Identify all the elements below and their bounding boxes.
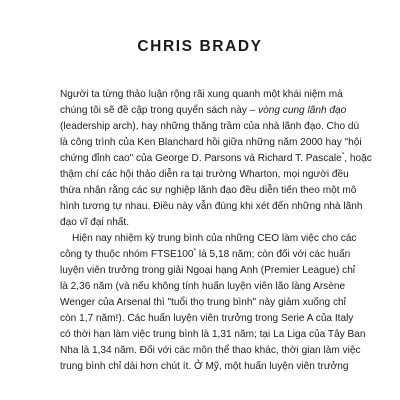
line-text: thậm chí các hội thảo diễn ra tại trường Wharton, mọi người đều (60, 169, 349, 180)
text-line (60, 199, 363, 215)
line-text: hình tương tự nhau. Điều này vẫn đúng khi xét đến những nhà lãnh (60, 201, 363, 212)
text-line (60, 359, 349, 375)
text-line (60, 263, 356, 279)
text-line (60, 295, 346, 311)
line-text: Nha là 1,34 năm. Đối với các môn thể thao khác, thời gian làm việc (60, 345, 361, 356)
text-line (60, 279, 346, 295)
line-text: công ty thuộc nhóm FTSE100 (60, 249, 194, 260)
text-line (60, 103, 347, 119)
line-text: đạo vĩ đại nhất. (60, 217, 130, 228)
line-text: Người ta từng thảo luận rộng rãi xung quanh một khái niệm mà (60, 89, 343, 100)
running-head: CHRIS BRADY (137, 38, 263, 55)
line-text: Hiện nay nhiệm kỳ trung bình của những CEO làm việc cho các (72, 233, 357, 244)
footnote-marker: * (193, 247, 197, 255)
line-text: chúng tôi sẽ đề cập trong quyển sách này – (60, 105, 259, 116)
line-text: trung bình chỉ dài hơn chút ít. Ở Mỹ, một huấn luyện viên trưởng (60, 361, 349, 372)
text-line (60, 135, 362, 151)
body-text (60, 87, 372, 375)
line-text-continued: là 5,18 năm; còn đối với các huấn (196, 249, 351, 260)
line-text: luyện viên trưởng trong giải Ngoại hạng Anh (Premier League) chỉ (60, 265, 356, 276)
text-line (60, 167, 349, 183)
emphasized-term: vòng cung lãnh đạo (258, 105, 347, 116)
text-line (60, 343, 361, 359)
line-text: chứng đỉnh cao" của George D. Parsons và Richard T. Pascale (60, 153, 342, 164)
text-line (60, 311, 354, 327)
paragraph-1 (60, 87, 372, 231)
text-line (60, 151, 372, 167)
paragraph-2 (60, 231, 366, 375)
line-text: Wenger của Arsenal thì "tuổi thọ trung bình" này giảm xuống chỉ (60, 297, 346, 308)
text-line (60, 327, 366, 343)
line-text: là 2,36 năm (và nếu không tính huấn luyện viên lão làng Arsène (60, 281, 346, 292)
text-line (60, 215, 342, 231)
line-text: có thời hạn làm việc trung bình là 1,31 năm; tại La Liga của Tây Ban (60, 329, 366, 340)
footnote-marker: * (341, 151, 345, 159)
line-text: còn 1,7 năm!). Các huấn luyện viên trưởng trong Serie A của Italy (60, 313, 354, 324)
text-line (60, 231, 357, 247)
line-text-continued: , hoặc (344, 153, 372, 164)
line-text: (leadership arch), hay những thăng trầm của nhà lãnh đạo. Cho dù (60, 121, 360, 132)
line-text: là công trình của Ken Blanchard hồi giữa những năm 2000 hay "hội (60, 137, 362, 148)
text-line (60, 119, 360, 135)
line-text: thừa nhận rằng các sự nghiệp lãnh đạo đều diễn tiến theo một mô (60, 185, 357, 196)
text-line (60, 87, 342, 103)
text-line (60, 183, 357, 199)
text-line (60, 247, 351, 263)
